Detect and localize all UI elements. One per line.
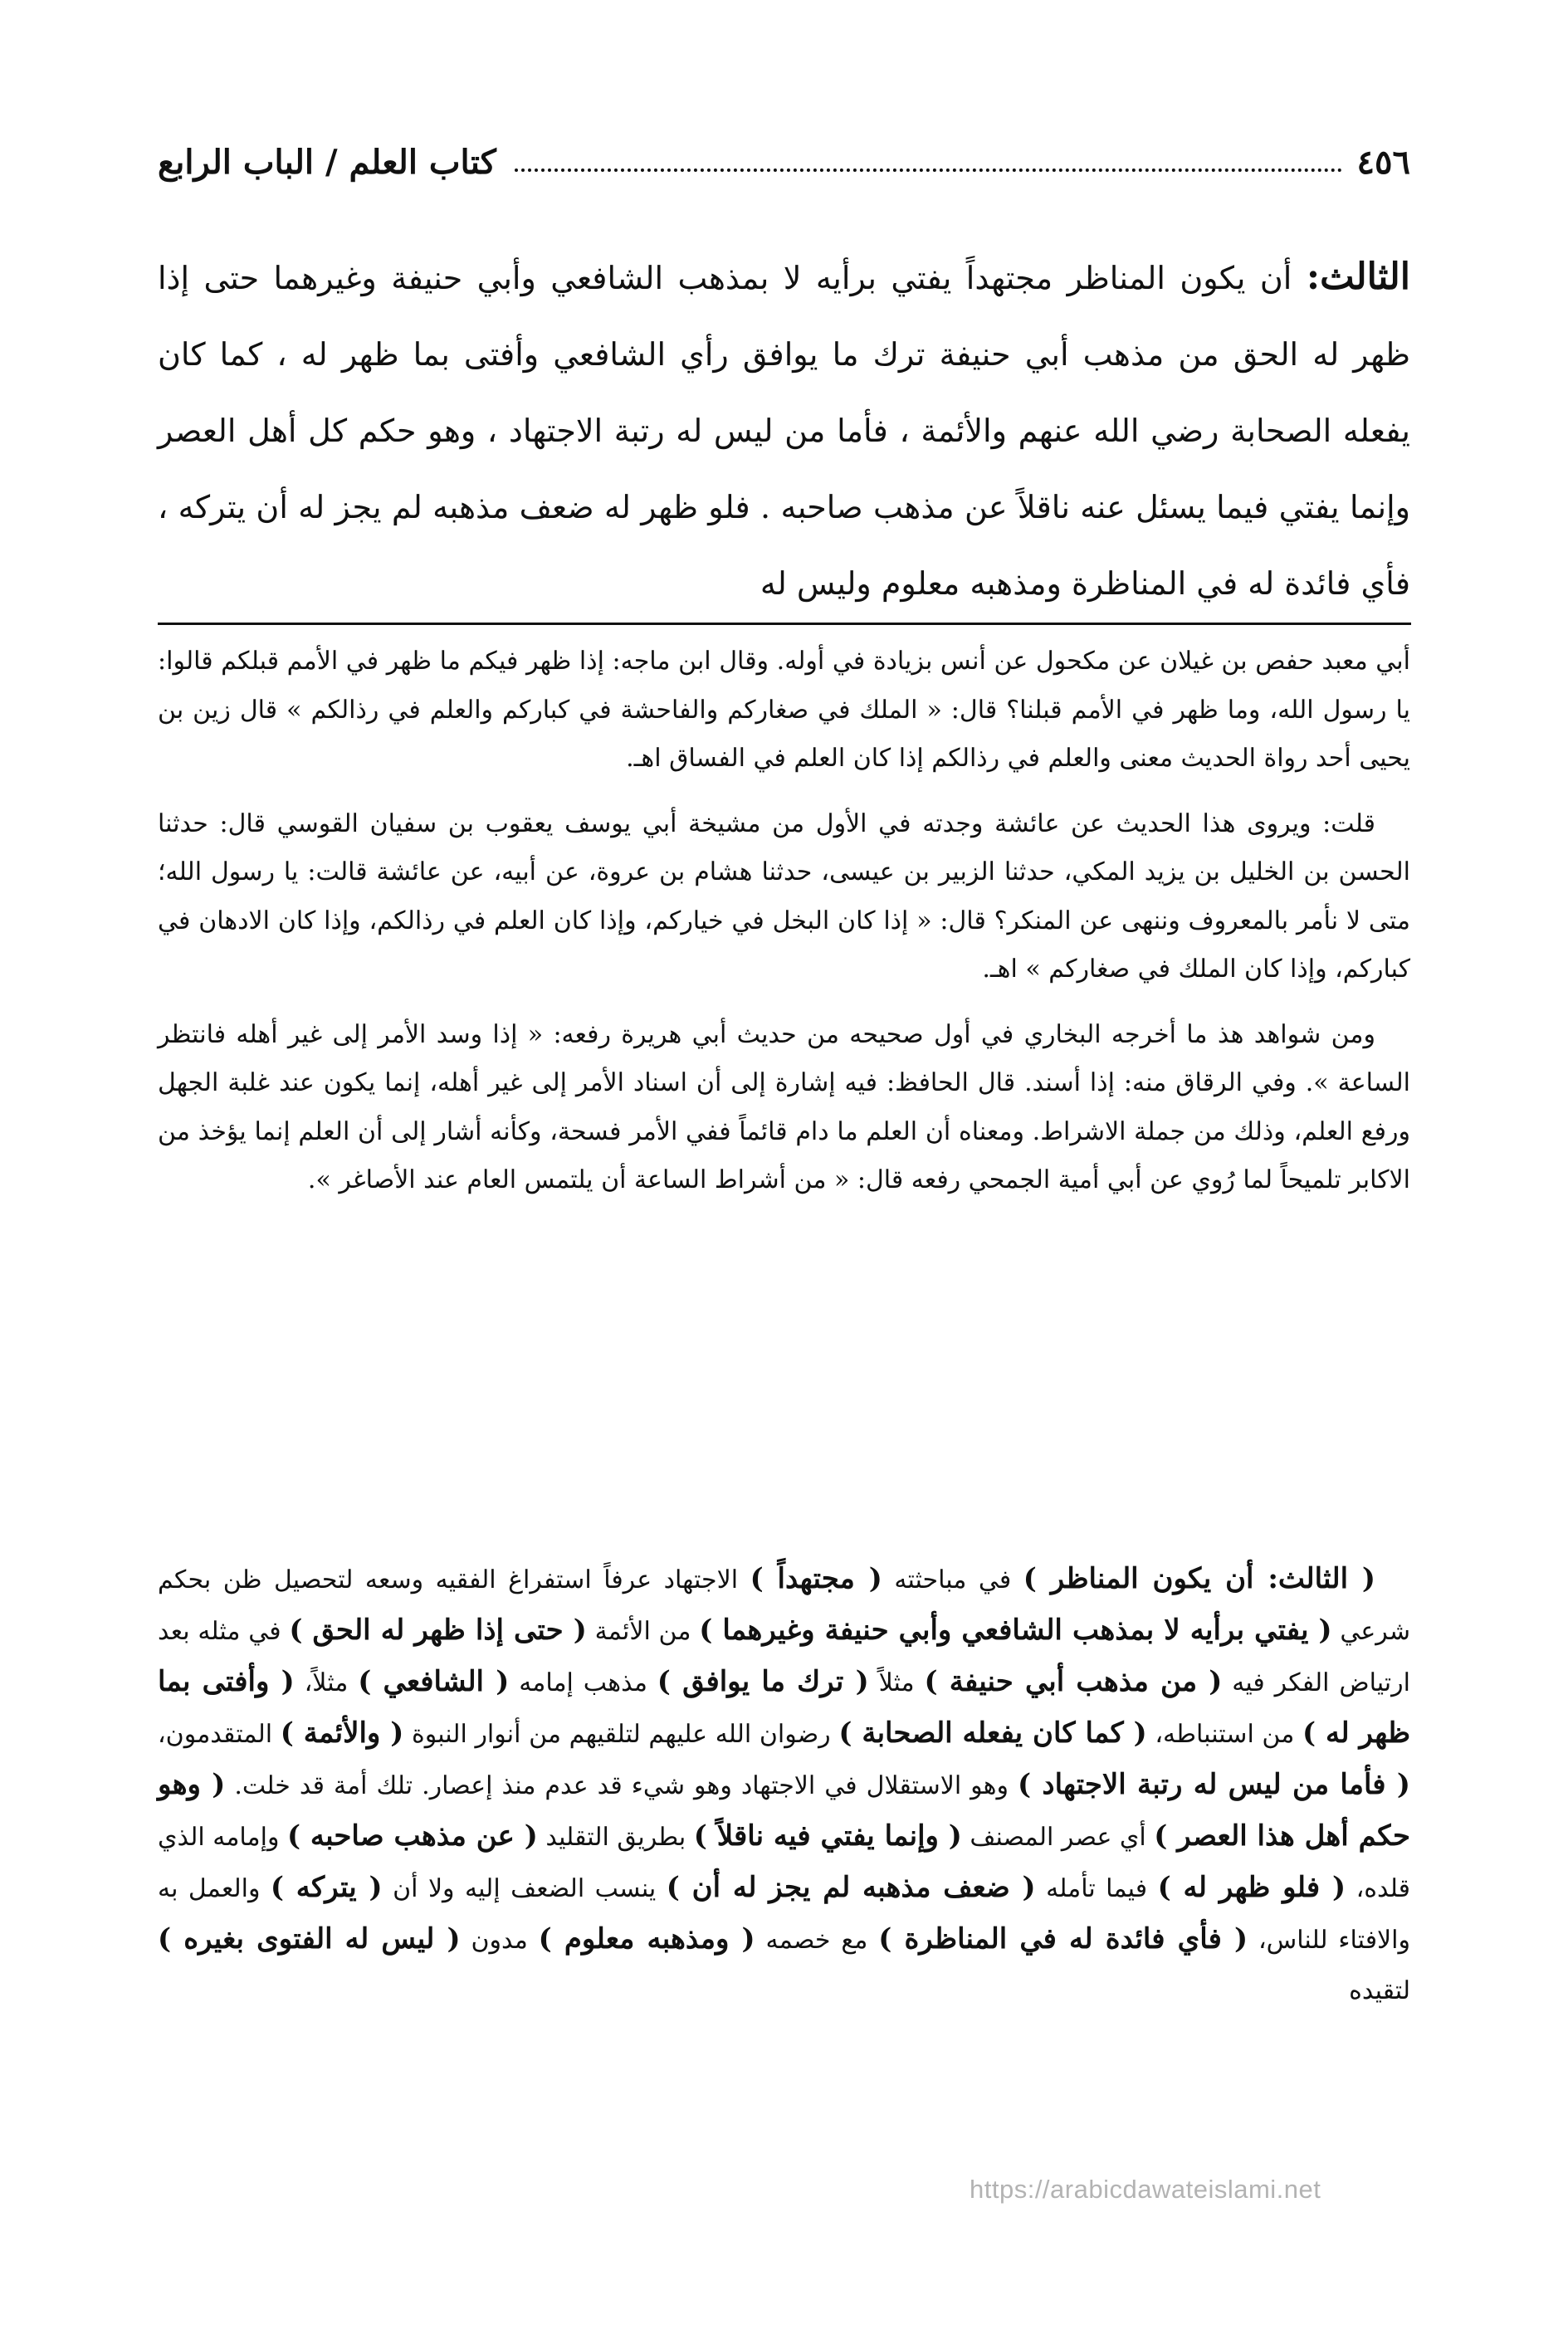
commentary-run: مثلاً، [294,1668,359,1697]
running-title: كتاب العلم / الباب الرابع [158,142,496,182]
commentary-run: مثلاً [868,1668,925,1697]
commentary-quoted-phrase: ( فأي فائدة له في المناظرة ) [878,1922,1248,1956]
commentary-run: لتقيده [1349,1976,1410,2005]
commentary-run: مذهب إمامه [509,1668,657,1697]
footnote-paragraph: ومن شواهد هذ ما أخرجه البخاري في أول صحيحه من حديث أبي هريرة رفعه: « إذا وسد الأمر إلى غير أهله فانتظر الساعة ». وفي الرقاق منه: إذا أسند. قال الحافظ: فيه إشارة إلى أن اسناد الأمر إلى غير أهله، إنما يكون عند غلبة الجهل ورفع العلم، وذلك من جملة الاشراط. ومعناه أن العلم ما دام قائماً ففي الأمر فسحة، وكأنه أشار إلى أن العلم إنما يؤخذ من الاكابر تلميحاً لما رُوي عن أبي أمية الجمحي رفعه قال: « من أشراط الساعة أن يلتمس العام عند الأصاغر ». [158,1019,1410,1194]
main-text-lead: الثالث: [1306,256,1410,298]
commentary-run: في مثله بعد ارتياض الفكر فيه [158,1617,1410,1697]
commentary-quoted-phrase: ( ليس له الفتوى بغيره ) [158,1922,461,1956]
commentary-quoted-phrase: ( الشافعي ) [358,1665,510,1698]
commentary-run: الاجتهاد عرفاً استفراغ الفقيه وسعه لتحصيل ظن بحكم شرعي [158,1565,1410,1646]
footnote-paragraph: قلت: ويروى هذا الحديث عن عائشة وجدته في الأول من مشيخة أبي يوسف يعقوب بن سفيان القوسي قال: حدثنا الحسن بن الخليل بن يزيد المكي، حدثنا الزبير بن عيسى، حدثنا هشام بن عروة، عن أبيه، عن عائشة قالت: يا رسول الله؛ متى لا نأمر بالمعروف وننهى عن المنكر؟ قال: « إذا كان البخل في خياركم، وإذا كان العلم في رذالكم، وإذا كان الادهان في كباركم، وإذا كان الملك في صغاركم » اهـ. [158,808,1410,984]
commentary-run: من استنباطه، [1146,1720,1302,1749]
commentary-quoted-phrase: ( مجتهداً ) [750,1562,882,1595]
commentary-run: أي عصر المصنف [961,1823,1155,1852]
commentary-quoted-phrase: ( الثالث: أن يكون المناظر ) [1023,1562,1375,1595]
commentary-quoted-phrase: ( والأئمة ) [280,1716,404,1750]
commentary-run: فيما تأمله [1035,1874,1158,1903]
footnote-paragraph: أبي معبد حفص بن غيلان عن مكحول عن أنس بزيادة في أوله. وقال ابن ماجه: إذا ظهر فيكم ما ظهر في الأمم قبلكم قالوا: يا رسول الله، وما ظهر في الأمم قبلنا؟ قال: « الملك في صغاركم والفاحشة في كباركم والعلم في رذالكم » قال زين بن يحيى أحد رواة الحديث معنى والعلم في رذالكم إذا كان العلم في الفساق اهـ. [158,647,1410,773]
commentary-run: مدون [460,1926,539,1955]
page-number: ٤٥٦ [1356,142,1410,182]
commentary-run: وهو الاستقلال في الاجتهاد وهو شيء قد عدم منذ إعصار. تلك أمة قد خلت. [225,1771,1018,1800]
watermark-url: https://arabicdawateislami.net [970,2175,1321,2204]
commentary-run: رضوان الله عليهم لتلقيهم من أنوار النبوة [403,1720,839,1749]
commentary-quoted-phrase: ( حتى إذا ظهر له الحق ) [289,1614,587,1647]
commentary-quoted-phrase: ( ترك ما يوافق ) [657,1665,869,1698]
commentary-quoted-phrase: ( فأما من ليس له رتبة الاجتهاد ) [1018,1768,1410,1801]
commentary-quoted-phrase: ( وهو حكم أهل هذا العصر ) [158,1768,1410,1853]
commentary-quoted-phrase: ( يفتي برأيه لا بمذهب الشافعي وأبي حنيفة وغيرهما ) [699,1614,1332,1647]
commentary-run: من الأئمة [586,1617,700,1646]
commentary-quoted-phrase: ( كما كان يفعله الصحابة ) [838,1716,1147,1750]
commentary-quoted-phrase: ( وأفتى بما ظهر له ) [158,1665,1411,1750]
main-text-body: أن يكون المناظر مجتهداً يفتي برأيه لا بمذهب الشافعي وأبي حنيفة وغيرهما حتى إذا ظهر له الحق من مذهب أبي حنيفة ترك ما يوافق رأي الشافعي وأفتى بما ظهر له ، كما كان يفعله الصحابة رضي الله عنهم والأئمة ، فأما من ليس له رتبة الاجتهاد ، وهو حكم كل أهل العصر وإنما يفتي فيما يسئل عنه ناقلاً عن مذهب صاحبه . فلو ظهر له ضعف مذهبه لم يجز له أن يتركه ، فأي فائدة له في المناظرة ومذهبه معلوم وليس له [158,260,1410,602]
commentary-run: وإمامه الذي قلده، [158,1823,1410,1903]
commentary-run: والعمل به والافتاء للناس، [158,1874,1410,1955]
commentary-run: مع خصمه [755,1926,879,1955]
footnotes [158,637,1410,1222]
commentary-text [158,1554,1410,2016]
commentary-quoted-phrase: ( عن مذهب صاحبه ) [286,1819,538,1853]
commentary-run: المتقدمون، [158,1720,281,1749]
running-header [158,133,1410,191]
header-leader-dots [515,168,1342,172]
main-text [158,239,1410,622]
commentary-quoted-phrase: ( يتركه ) [270,1871,383,1904]
commentary-quoted-phrase: ( وإنما يفتي فيه ناقلاً ) [693,1819,962,1853]
commentary-quoted-phrase: ( ومذهبه معلوم ) [538,1922,755,1956]
commentary-quoted-phrase: ( من مذهب أبي حنيفة ) [924,1665,1223,1698]
commentary-quoted-phrase: ( ضعف مذهبه لم يجز له أن ) [666,1871,1036,1904]
commentary-run: بطريق التقليد [537,1823,694,1852]
commentary-run: ينسب الضعف إليه ولا أن [382,1874,667,1903]
commentary-run: في مباحثته [882,1565,1023,1594]
commentary-quoted-phrase: ( فلو ظهر له ) [1157,1871,1346,1904]
footnote-divider [158,623,1411,625]
